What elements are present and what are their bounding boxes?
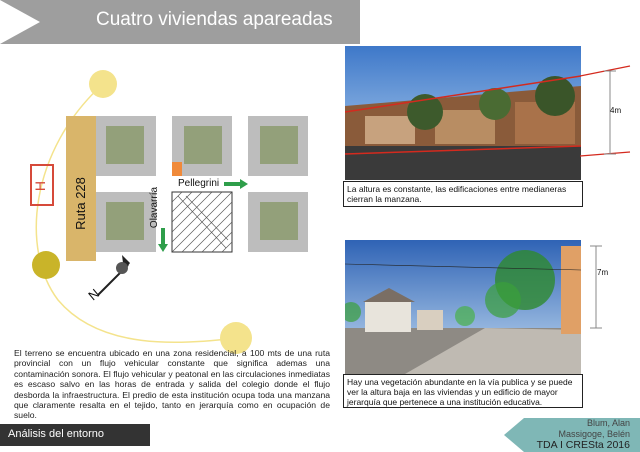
lot-5 [260,202,298,240]
north-compass-icon [98,255,130,295]
lot-3 [260,126,298,164]
photo-street-bottom [345,240,581,374]
page-title: Cuatro viviendas apareadas [96,9,333,30]
author-1: Blum, Alan [586,418,630,428]
sun-top [89,70,117,98]
site-description: El terreno se encuentra ubicado en una zona residencial, a 100 mts de una ruta provincial con un flujo vehicular constante que significa ademas una contaminación sonora. El flujo vehicular y peatonal en las circulaciones inmediatas es escaso salvo en las horas de entrada y salida del colegio donde el flujo desborda la infraestructura. El predio de esta institución ocupa toda una manzana que claramente resalta en el tejido, tanto en jerarquía como en ocupación de suelo. [14,348,330,421]
height-marker-bottom [580,240,620,374]
lot-4 [106,202,144,240]
street-olavarria: Olavarría [149,186,161,229]
credits-band-notch [504,418,524,452]
credits [537,418,630,451]
course-label: TDA I CRESta 2016 [536,439,630,451]
sun-mid [32,251,60,279]
photo-street-top [345,46,581,180]
height-label-bottom: 7m [597,268,609,277]
arrow-olavarria-head [158,244,168,252]
title-notch [0,0,40,44]
site-map [0,44,340,374]
route-label: Ruta 228 [72,177,88,230]
lot-2 [184,126,222,164]
north-label: N [85,285,103,304]
section-label: Análisis del entorno [8,428,105,440]
hospital-letter: H [32,180,49,192]
arrow-pellegrini-head [240,179,248,189]
caption-bottom: Hay una vegetación abundante en la vía publica y se puede ver la altura baja en las viviendas y un edificio de mayor jerarquía que pertenece a una institución educativa. [343,374,583,408]
street-pellegrini: Pellegrini [178,178,220,189]
highlight-lot [172,162,182,176]
height-label-top: 4m [610,106,622,115]
caption-top: La altura es constante, las edificaciones entre medianeras cierran la manzana. [343,181,583,207]
author-2: Massigoge, Belén [558,429,630,439]
lot-1 [106,126,144,164]
